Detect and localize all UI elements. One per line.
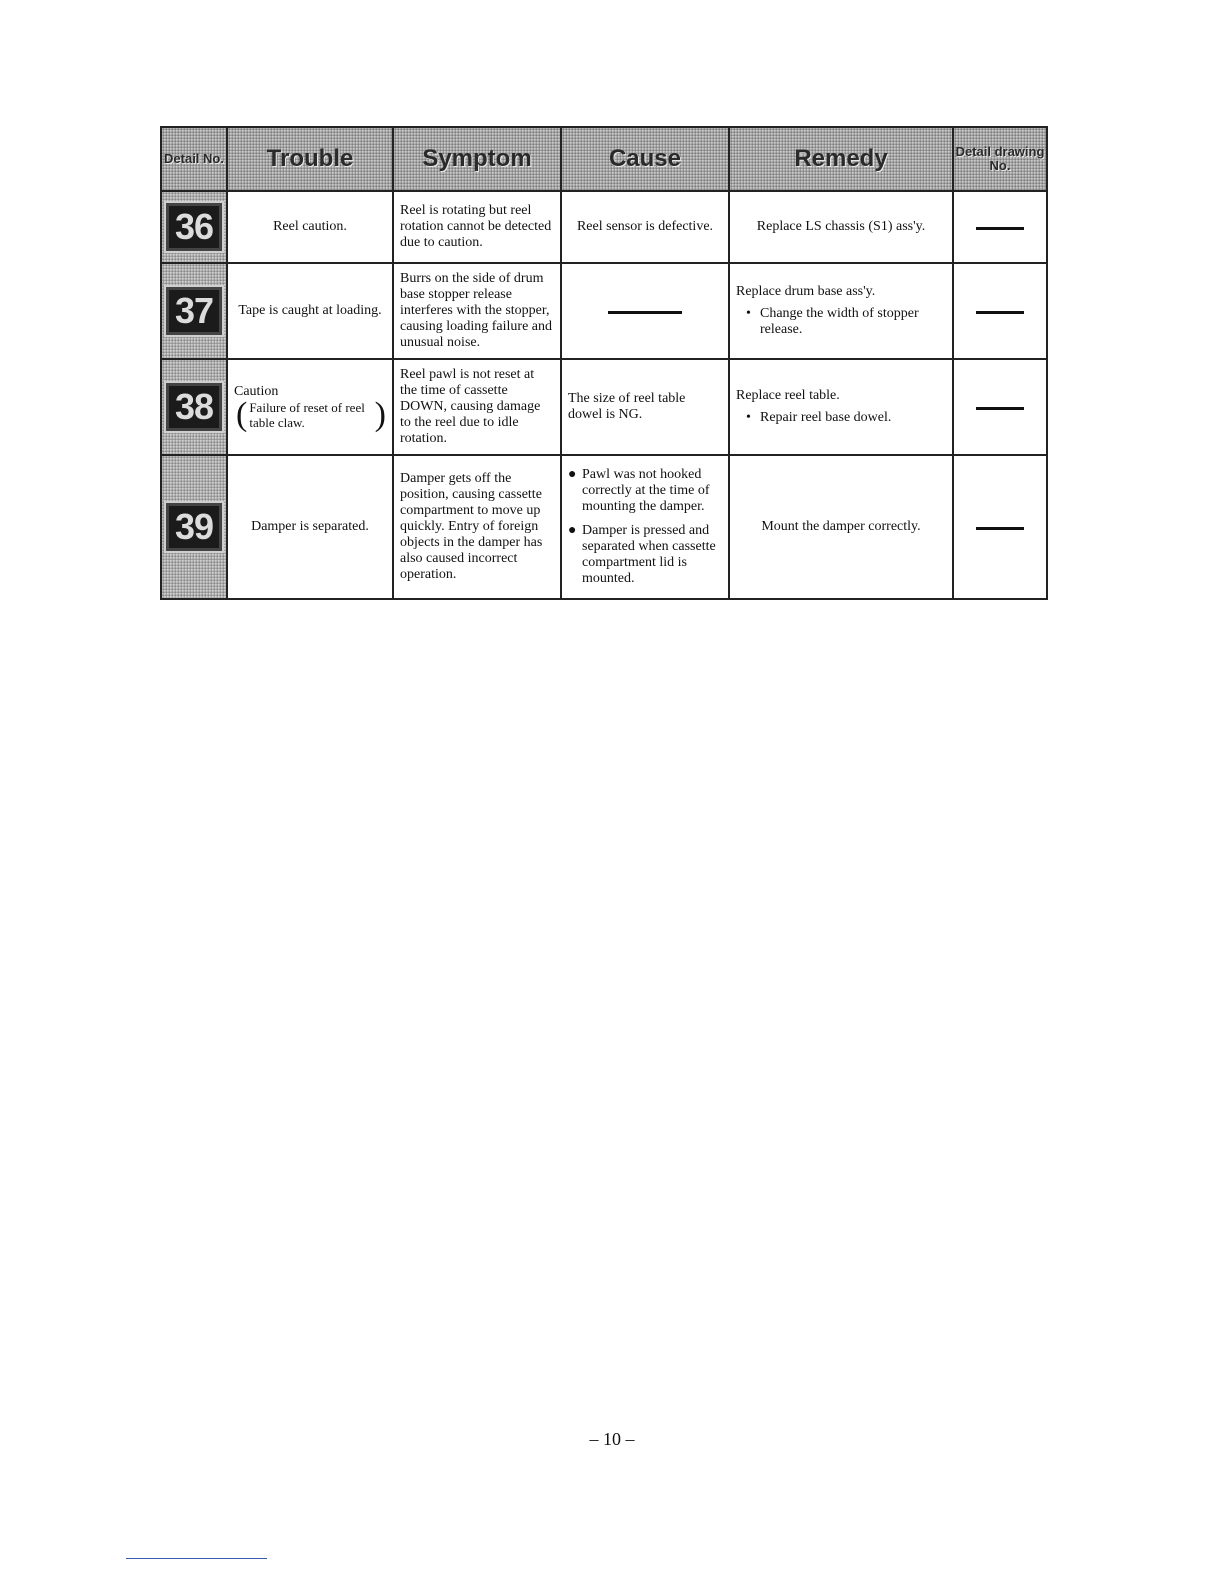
- row-number-badge: 37: [166, 287, 222, 335]
- header-detail-drawing: Detail drawing No.: [953, 127, 1047, 191]
- detail-cell: [953, 359, 1047, 455]
- table-row: [161, 455, 1047, 599]
- trouble-note: [236, 396, 386, 433]
- symptom-cell: Reel is rotating but reel rotation cannot be detected due to caution.: [393, 191, 561, 263]
- header-row: [161, 127, 1047, 191]
- remedy-main-text: Replace drum base ass'y.: [736, 284, 876, 299]
- bullet-icon: •: [746, 410, 751, 425]
- bullet-icon: ●: [568, 523, 577, 538]
- detail-cell: [953, 455, 1047, 599]
- row-number-cell: [161, 359, 227, 455]
- remedy-cell: [729, 359, 953, 455]
- footer-rule: [126, 1558, 267, 1559]
- table-row: [161, 263, 1047, 359]
- cause-cell: Reel sensor is defective.: [561, 191, 729, 263]
- dash-mark: [976, 527, 1024, 530]
- remedy-cell: Mount the damper correctly.: [729, 455, 953, 599]
- cause-bullet-text: Pawl was not hooked correctly at the time of mounting the damper.: [582, 467, 710, 514]
- cause-cell: [561, 455, 729, 599]
- symptom-cell: Damper gets off the position, causing cassette compartment to move up quickly. Entry of foreign objects in the damper has also caused incorrect operation.: [393, 455, 561, 599]
- table-row: [161, 359, 1047, 455]
- table-row: [161, 191, 1047, 263]
- dash-mark: [976, 407, 1024, 410]
- header-no: Detail No.: [161, 127, 227, 191]
- header-remedy: Remedy: [729, 127, 953, 191]
- right-paren: ): [374, 396, 386, 433]
- detail-cell: [953, 191, 1047, 263]
- row-number-cell: [161, 191, 227, 263]
- remedy-main-text: Replace reel table.: [736, 388, 840, 403]
- remedy-bullet-text: Repair reel base dowel.: [760, 410, 892, 425]
- remedy-cell: Replace LS chassis (S1) ass'y.: [729, 191, 953, 263]
- cause-bullet-text: Damper is pressed and separated when cassette compartment lid is mounted.: [582, 523, 716, 586]
- dash-mark: [976, 311, 1024, 314]
- row-number-cell: [161, 455, 227, 599]
- cause-cell: [561, 263, 729, 359]
- symptom-cell: Reel pawl is not reset at the time of cassette DOWN, causing damage to the reel due to idle rotation.: [393, 359, 561, 455]
- troubleshooting-table-container: [160, 126, 1046, 600]
- cause-bullet: [568, 467, 722, 515]
- remedy-cell: [729, 263, 953, 359]
- row-number-badge: 39: [166, 503, 222, 551]
- header-symptom: Symptom: [393, 127, 561, 191]
- remedy-bullet: [736, 410, 946, 426]
- troubleshooting-table: [160, 126, 1048, 600]
- trouble-cell: Damper is separated.: [227, 455, 393, 599]
- trouble-cell: Tape is caught at loading.: [227, 263, 393, 359]
- row-number-cell: [161, 263, 227, 359]
- trouble-text: Caution: [234, 384, 279, 399]
- left-paren: (: [236, 396, 248, 433]
- trouble-cell: Reel caution.: [227, 191, 393, 263]
- cause-cell: The size of reel table dowel is NG.: [561, 359, 729, 455]
- row-number-badge: 38: [166, 383, 222, 431]
- row-number-badge: 36: [166, 203, 222, 251]
- symptom-cell: Burrs on the side of drum base stopper release interferes with the stopper, causing loading failure and unusual noise.: [393, 263, 561, 359]
- remedy-bullet-text: Change the width of stopper release.: [760, 306, 919, 337]
- dash-mark: [976, 227, 1024, 230]
- bullet-icon: •: [746, 306, 751, 321]
- bullet-icon: ●: [568, 467, 577, 482]
- trouble-cell: [227, 359, 393, 455]
- page-number: – 10 –: [589, 1429, 635, 1449]
- dash-mark: [608, 311, 682, 314]
- remedy-bullet: [736, 306, 946, 338]
- header-trouble: Trouble: [227, 127, 393, 191]
- detail-cell: [953, 263, 1047, 359]
- cause-bullet: [568, 523, 722, 587]
- trouble-note-text: Failure of reset of reel table claw.: [249, 400, 365, 430]
- header-cause: Cause: [561, 127, 729, 191]
